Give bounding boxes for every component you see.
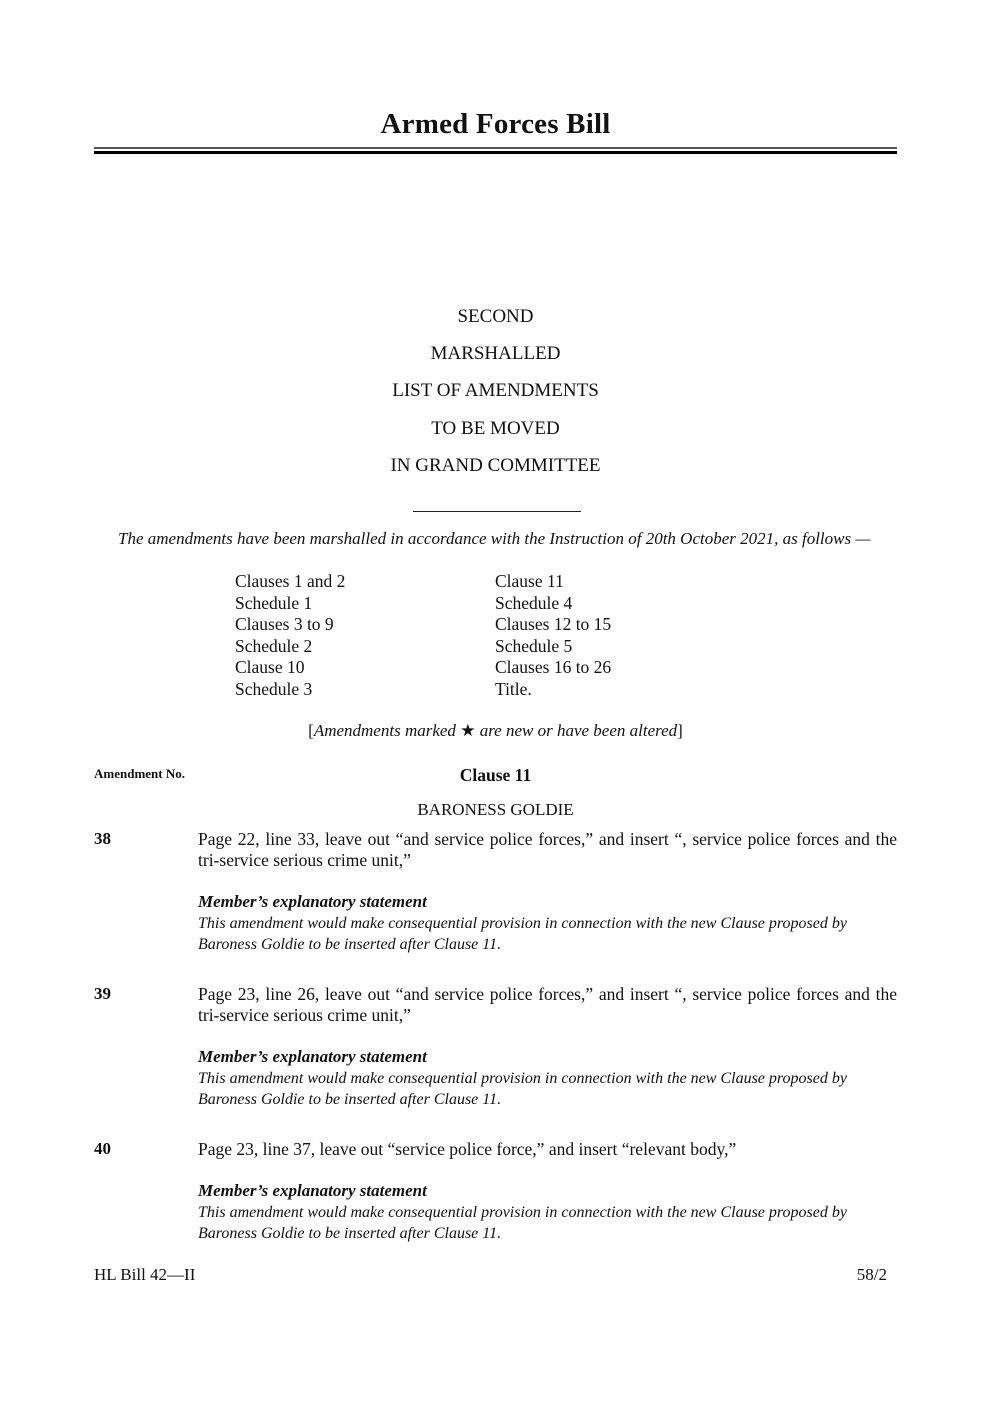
heading-line: IN GRAND COMMITTEE xyxy=(390,454,601,476)
heading-line: SECOND xyxy=(457,306,534,327)
order-item: Title. xyxy=(495,678,532,699)
explanatory-statement: This amendment would make consequential provision in connection with the new Clause proposed by Baroness Goldie to be inserted after Clause 11. xyxy=(198,1070,847,1108)
order-item: Schedule 5 xyxy=(495,635,573,656)
order-item: Clauses 1 and 2 xyxy=(235,571,346,591)
order-item: Schedule 4 xyxy=(495,592,573,613)
section-divider xyxy=(413,511,581,512)
explanatory-statement: This amendment would make consequential provision in connection with the new Clause proposed by Baroness Goldie to be inserted after Clause 11. xyxy=(198,1204,847,1242)
altered-note: [Amendments marked ★ are new or have been altered] xyxy=(308,721,683,740)
star-icon: ★ xyxy=(460,721,476,740)
explanatory-statement-title: Member’s explanatory statement xyxy=(198,1047,427,1066)
order-item: Schedule 3 xyxy=(235,678,313,699)
heading-line: MARSHALLED xyxy=(430,343,561,365)
marshalling-intro: The amendments have been marshalled in accordance with the Instruction of 20th October 2021, as follows — xyxy=(118,529,871,548)
member-name: BARONESS GOLDIE xyxy=(417,800,574,819)
amendment-number: 39 xyxy=(94,984,111,1003)
amendment-number: 38 xyxy=(94,829,111,848)
amendment-text: Page 23, line 26, leave out “and service police forces,” and insert “, service police forces and the tri-service serious crime unit,” xyxy=(198,984,897,1025)
title-rule-thick xyxy=(94,151,897,154)
order-item: Clause 11 xyxy=(495,571,564,591)
title-rule-thin xyxy=(94,147,897,149)
order-item: Schedule 2 xyxy=(235,635,313,656)
clause-heading: Clause 11 xyxy=(459,765,532,785)
order-item: Clauses 16 to 26 xyxy=(495,657,612,678)
order-item: Schedule 1 xyxy=(235,592,313,613)
bill-title: Armed Forces Bill xyxy=(380,108,611,140)
explanatory-statement-title: Member’s explanatory statement xyxy=(198,892,427,911)
heading-line: TO BE MOVED xyxy=(431,417,560,439)
heading-line: LIST OF AMENDMENTS xyxy=(392,380,599,402)
explanatory-statement-title: Member’s explanatory statement xyxy=(198,1181,427,1200)
bill-reference: HL Bill 42—II xyxy=(94,1265,196,1284)
amendment-number-label: Amendment No. xyxy=(94,766,185,781)
order-list-left xyxy=(235,571,345,701)
amendment-text: Page 23, line 37, leave out “service police force,” and insert “relevant body,” xyxy=(198,1139,737,1159)
order-item: Clauses 3 to 9 xyxy=(235,614,334,635)
explanatory-statement: This amendment would make consequential provision in connection with the new Clause proposed by Baroness Goldie to be inserted after Clause 11. xyxy=(198,915,847,953)
print-number: 58/2 xyxy=(856,1265,887,1284)
amendment-number: 40 xyxy=(94,1139,111,1158)
order-list-right xyxy=(495,571,611,701)
order-item: Clause 10 xyxy=(235,657,305,678)
amendment-text: Page 22, line 33, leave out “and service police forces,” and insert “, service police forces and the tri-service serious crime unit,” xyxy=(198,829,897,870)
document-heading xyxy=(0,306,991,492)
order-item: Clauses 12 to 15 xyxy=(495,614,612,635)
